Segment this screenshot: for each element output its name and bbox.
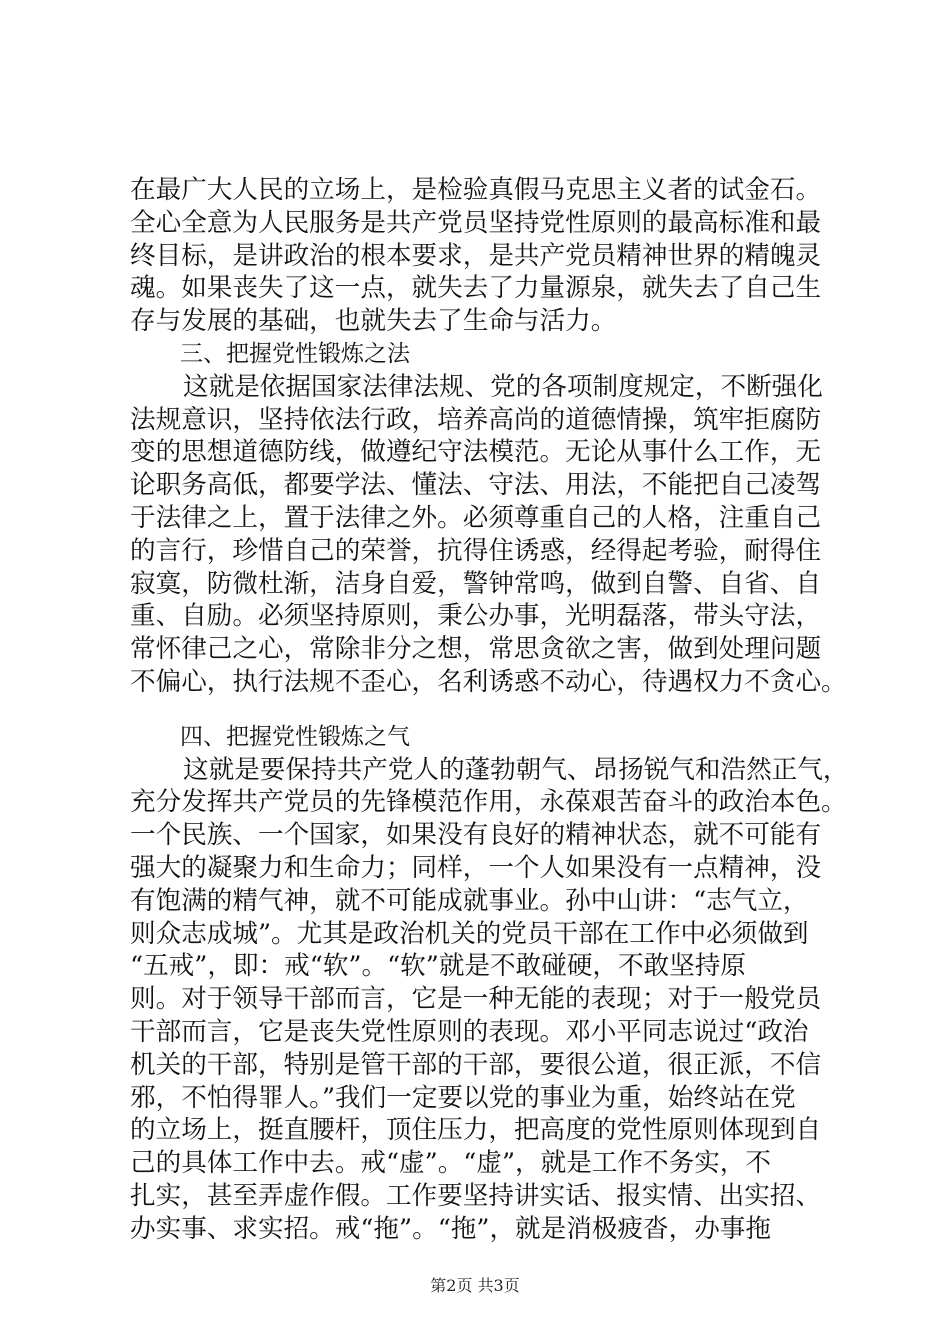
text-line: 这就是依据国家法律法规、党的各项制度规定，不断强化 bbox=[183, 371, 823, 402]
text-line: 则众志成城”。尤其是政治机关的党员干部在工作中必须做到 bbox=[130, 918, 809, 949]
text-line: 于法律之上，置于法律之外。必须尊重自己的人格，注重自己 bbox=[130, 502, 822, 533]
text-line: 不偏心，执行法规不歪心，名利诱惑不动心，待遇权力不贪心。 bbox=[130, 666, 847, 697]
text-line: 一个民族、一个国家，如果没有良好的精神状态，就不可能有 bbox=[130, 820, 822, 851]
text-line: 存与发展的基础，也就失去了生命与活力。 bbox=[130, 306, 617, 337]
section-heading-4: 四、把握党性锻炼之气 bbox=[180, 723, 410, 750]
text-line: 有饱满的精气神，就不可能成就事业。孙中山讲：“志气立， bbox=[130, 885, 809, 916]
text-line: 寂寞，防微杜渐，洁身自爱，警钟常鸣，做到自警、自省、自 bbox=[130, 568, 822, 599]
text-line: 论职务高低，都要学法、懂法、守法、用法，不能把自己凌驾 bbox=[130, 470, 822, 501]
text-line: 在最广大人民的立场上，是检验真假马克思主义者的试金石。 bbox=[130, 175, 822, 205]
text-line: 变的思想道德防线，做遵纪守法模范。无论从事什么工作，无 bbox=[130, 437, 822, 468]
text-line: 充分发挥共产党员的先锋模范作用，永葆艰苦奋斗的政治本色。 bbox=[130, 787, 847, 818]
text-line: 法规意识，坚持依法行政，培养高尚的道德情操，筑牢拒腐防 bbox=[130, 404, 822, 435]
page-number-footer: 第2页 共3页 bbox=[430, 1276, 520, 1295]
text-line: 机关的干部，特别是管干部的干部，要很公道，很正派，不信 bbox=[130, 1049, 822, 1080]
text-line: “五戒”，即：戒“软”。“软”就是不敢碰硬，不敢坚持原 bbox=[130, 951, 746, 982]
text-line: 则。对于领导干部而言，它是一种无能的表现；对于一般党员 bbox=[130, 984, 822, 1015]
text-line: 终目标，是讲政治的根本要求，是共产党员精神世界的精魄灵 bbox=[130, 240, 822, 271]
text-line: 魂。如果丧失了这一点，就失去了力量源泉，就失去了自己生 bbox=[130, 273, 822, 304]
text-line: 全心全意为人民服务是共产党员坚持党性原则的最高标准和最 bbox=[130, 207, 822, 238]
text-line: 重、自励。必须坚持原则，秉公办事，光明磊落，带头守法， bbox=[130, 601, 822, 632]
text-line: 干部而言，它是丧失党性原则的表现。邓小平同志说过“政治 bbox=[130, 1016, 809, 1047]
paragraph-block-1 bbox=[130, 174, 830, 338]
paragraph-block-2 bbox=[130, 371, 847, 699]
document-body bbox=[130, 174, 849, 1246]
text-line: 扎实，甚至弄虚作假。工作要坚持讲实话、报实情、出实招、 bbox=[130, 1180, 822, 1211]
text-line: 强大的凝聚力和生命力；同样，一个人如果没有一点精神，没 bbox=[130, 852, 822, 883]
paragraph-block-3 bbox=[130, 754, 849, 1246]
text-line: 这就是要保持共产党人的蓬勃朝气、昂扬锐气和浩然正气， bbox=[183, 754, 849, 785]
text-line: 的言行，珍惜自己的荣誉，抗得住诱惑，经得起考验，耐得住 bbox=[130, 535, 822, 566]
paragraph-spacer bbox=[130, 699, 830, 721]
text-line: 常怀律己之心，常除非分之想，常思贪欲之害，做到处理问题 bbox=[130, 634, 822, 665]
text-line: 办实事、求实招。戒“拖”。“拖”，就是消极疲沓，办事拖 bbox=[130, 1213, 771, 1244]
text-line: 己的具体工作中去。戒“虚”。“虚”，就是工作不务实，不 bbox=[130, 1148, 771, 1179]
text-line: 的立场上，挺直腰杆，顶住压力，把高度的党性原则体现到自 bbox=[130, 1115, 822, 1146]
section-heading-3: 三、把握党性锻炼之法 bbox=[180, 340, 410, 367]
text-line: 邪，不怕得罪人。”我们一定要以党的事业为重，始终站在党 bbox=[130, 1082, 796, 1113]
